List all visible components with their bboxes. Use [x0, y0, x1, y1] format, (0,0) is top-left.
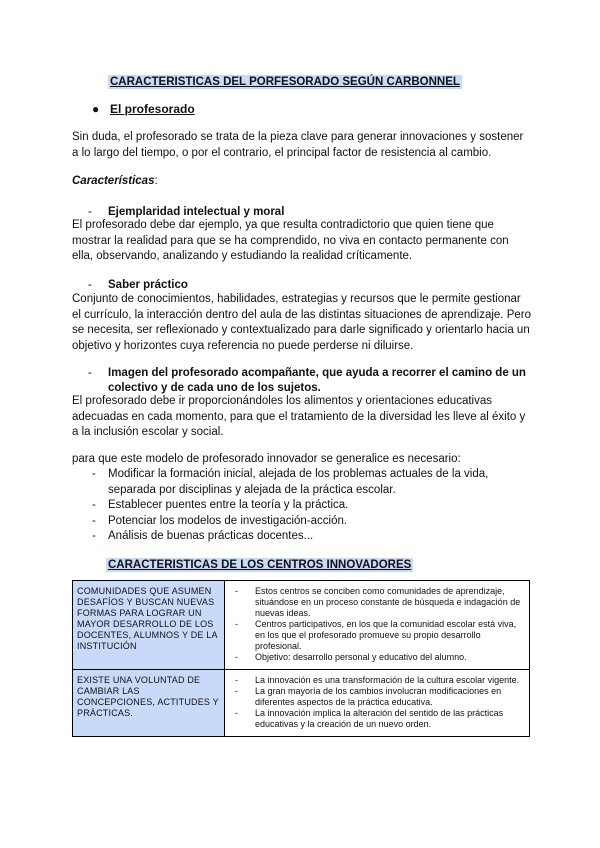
- section-title-centros: [106, 555, 413, 573]
- list-item-text: La innovación es una transformación de la cultura escolar vigente.: [255, 675, 520, 685]
- requirements-list: [92, 467, 532, 545]
- table-cell-list: [235, 675, 525, 730]
- caracteristicas-label: [72, 175, 158, 187]
- list-item-text: La innovación implica la alteración del sentido de las prácticas educativas y la creación de un nuevo orden.: [255, 708, 504, 729]
- list-item-text: Objetivo: desarrollo personal y educativo del alumno.: [255, 652, 467, 662]
- dash-marker: -: [235, 619, 238, 629]
- subsection-heading-text: Imagen del profesorado acompañante, que ayuda a recorrer el camino de un colectivo y de cada uno de los sujetos.: [108, 367, 526, 394]
- table-left-cell: EXISTE UNA VOLUNTAD DE CAMBIAR LAS CONCEPCIONES, ACTITUDES Y PRÁCTICAS.: [73, 670, 225, 737]
- subsection-heading-text: Saber práctico: [108, 279, 188, 291]
- intro-text: Sin duda, el profesorado se trata de la pieza clave para generar innovaciones y sostener a lo largo del tiempo, o por el contrario, el principal factor de resistencia al cambio.: [72, 131, 524, 159]
- table-right-cell: [225, 581, 530, 670]
- dash-marker: -: [235, 586, 238, 596]
- dash-marker: -: [92, 468, 96, 480]
- list-item: [235, 708, 525, 730]
- subsection-paragraph-saber-practico: [72, 292, 532, 354]
- subsection-text: Conjunto de conocimientos, habilidades, estrategias y recursos que le permite gestionar el currículo, la interacción dentro del aula de las distintas situaciones de aprendizaje. Pero se necesita, ser reflexionado y contextualizado para darle significado y orientarlo hacia un objetivo y horizontes cuya referencia no puede perderse ni diluirse.: [72, 293, 531, 352]
- list-item: [92, 498, 532, 514]
- list-item-text: Modificar la formación inicial, alejada de los problemas actuales de la vida, separada por disciplinas y alejada de la práctica escolar.: [108, 468, 489, 496]
- requirements-intro: [72, 452, 532, 468]
- subsection-paragraph-ejemplaridad: [72, 218, 532, 265]
- dash-marker: -: [235, 686, 238, 696]
- list-item-text: Establecer puentes entre la teoría y la práctica.: [108, 499, 349, 511]
- caracteristicas-label-text: Características: [72, 175, 155, 187]
- table-row: [73, 581, 530, 670]
- subsection-text: El profesorado debe ir proporcionándoles los alimentos y orientaciones educativas adecuadas en cada momento, para que el tratamiento de la diversidad les lleve al éxito y a la inclusión escolar y social.: [72, 395, 526, 438]
- dash-marker: -: [92, 499, 96, 511]
- main-title-text: CARACTERISTICAS DEL PORFESORADO SEGÚN CARBONNEL: [110, 76, 460, 88]
- dash-marker: -: [235, 675, 238, 685]
- table-cell-list: [235, 586, 525, 663]
- subsection-heading-imagen: [88, 366, 528, 396]
- dash-marker: -: [88, 206, 92, 218]
- list-item: [235, 652, 525, 663]
- requirements-intro-text: para que este modelo de profesorado innovador se generalice es necesario:: [72, 453, 461, 465]
- list-item-text: Análisis de buenas prácticas docentes...: [108, 530, 314, 542]
- list-item-text: Estos centros se conciben como comunidades de aprendizaje, situándose en un proceso constante de búsqueda e indagación de nuevas ideas.: [255, 586, 521, 618]
- subsection-heading-text: Ejemplaridad intelectual y moral: [108, 206, 285, 218]
- subsection-heading-saber-practico: [88, 278, 528, 293]
- bullet-icon: ●: [92, 102, 100, 116]
- dash-marker: -: [88, 367, 92, 379]
- list-item: [92, 467, 532, 498]
- section-title-centros-text: CARACTERISTICAS DE LOS CENTROS INNOVADORES: [108, 559, 412, 571]
- dash-marker: -: [235, 708, 238, 718]
- dash-marker: -: [235, 652, 238, 662]
- list-item: [235, 586, 525, 619]
- dash-marker: -: [92, 514, 96, 527]
- list-item: [92, 514, 532, 530]
- list-item-text: Potenciar los modelos de investigación-acción.: [108, 514, 348, 527]
- subsection-paragraph-imagen: [72, 394, 532, 441]
- subsection-text: El profesorado debe dar ejemplo, ya que resulta contradictorio que quien tiene que mostrar la realidad para que se ha comprendido, no viva en contacto permanente con ella, observando, analizando y estudiando la realidad críticamente.: [72, 219, 509, 262]
- characteristics-table: [72, 580, 530, 737]
- list-item-text: Centros participativos, en los que la comunidad escolar está viva, en los que el profesorado promueve su propio desarrollo profesional.: [255, 619, 517, 651]
- table-right-cell: [225, 670, 530, 737]
- list-item: [92, 529, 532, 545]
- caracteristicas-colon: :: [154, 175, 158, 187]
- section-heading-profesorado: [92, 102, 195, 116]
- table-left-cell: COMUNIDADES QUE ASUMEN DESAFÍOS Y BUSCAN NUEVAS FORMAS PARA LOGRAR UN MAYOR DESARROLLO DE LOS DOCENTES, ALUMNOS Y DE LA INSTITUCIÓN: [73, 581, 225, 670]
- section-heading-text: El profesorado: [110, 102, 195, 116]
- table-row: [73, 670, 530, 737]
- intro-paragraph: [72, 130, 532, 161]
- dash-marker: -: [88, 279, 92, 291]
- list-item: [235, 686, 525, 708]
- list-item: [235, 675, 525, 686]
- list-item: [235, 619, 525, 652]
- main-title: [108, 72, 462, 90]
- list-item-text: La gran mayoría de los cambios involucran modificaciones en diferentes aspectos de la práctica educativa.: [255, 686, 502, 707]
- dash-marker: -: [92, 530, 96, 542]
